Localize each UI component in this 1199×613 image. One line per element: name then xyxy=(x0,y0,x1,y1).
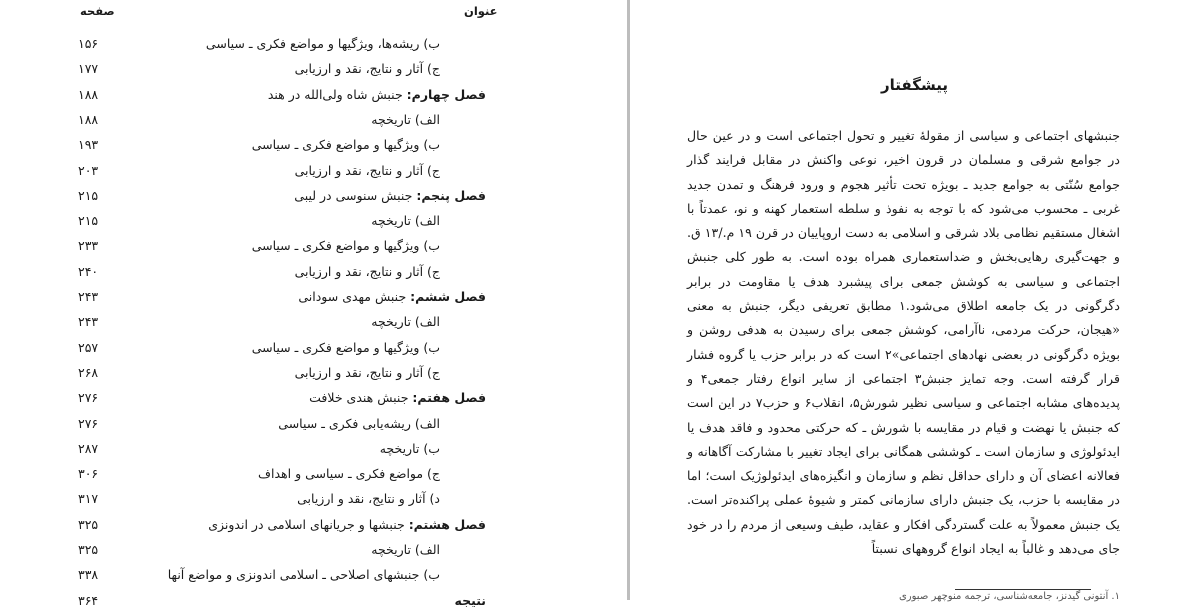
toc-page-number: ۱۷۷ xyxy=(78,61,99,77)
toc-page-number: ۲۳۳ xyxy=(78,238,99,254)
toc-section-title xyxy=(295,365,440,380)
toc-entry-text: ب) ویژگیها و مواضع فکری ـ سیاسی xyxy=(251,137,440,153)
toc-entry-text: جنبشها و جریانهای اسلامی در اندونزی xyxy=(208,516,405,532)
toc-section-title xyxy=(371,542,440,557)
toc-row xyxy=(0,363,628,385)
toc-row xyxy=(0,489,628,511)
toc-page-number: ۳۲۵ xyxy=(78,516,99,532)
toc-entry-text: جنبش سنوسی در لیبی xyxy=(294,187,413,203)
toc-entry-text: ب) ویژگیها و مواضع فکری ـ سیاسی xyxy=(251,238,440,254)
toc-row xyxy=(0,34,628,56)
toc-page-number: ۲۱۵ xyxy=(78,187,99,203)
toc-chapter-title xyxy=(298,289,486,304)
toc-page-number: ۳۳۸ xyxy=(78,567,99,583)
toc-chapter-title xyxy=(455,593,487,608)
toc-page-number: ۳۲۵ xyxy=(78,542,99,557)
toc-entry-text: جنبش مهدی سودانی xyxy=(298,289,407,304)
toc-entry-text: ج) آثار و نتایج، نقد و ارزیابی xyxy=(294,364,440,380)
toc-page-number: ۱۹۳ xyxy=(78,137,99,153)
toc-header-page: صفحه xyxy=(80,4,115,18)
toc-page-number: ۱۸۸ xyxy=(78,86,99,102)
toc-section-title xyxy=(295,264,440,279)
toc-chapter-label: نتیجه xyxy=(454,592,486,608)
toc-section-title xyxy=(206,36,440,51)
toc-page-number: ۲۷۶ xyxy=(78,415,99,431)
toc-row xyxy=(0,135,628,157)
toc-row xyxy=(0,110,628,132)
toc-chapter-label: فصل ششم: xyxy=(410,289,486,304)
toc-chapter-label: فصل پنجم: xyxy=(416,187,486,203)
toc-page-number: ۲۷۶ xyxy=(78,390,99,406)
toc-row xyxy=(0,59,628,81)
toc-row xyxy=(0,439,628,461)
toc-entry-text: ب) ویژگیها و مواضع فکری ـ سیاسی xyxy=(251,339,440,355)
toc-entry-text: ب) ریشه‌ها، ویژگیها و مواضع فکری ـ سیاسی xyxy=(205,36,440,51)
toc-section-title xyxy=(258,466,440,481)
toc-entry-text: جنبش شاه ولی‌الله در هند xyxy=(267,86,403,102)
toc-row xyxy=(0,338,628,360)
preface-footnote: ۱. آنتونی گیدنز، جامعه‌شناسی، ترجمه منوچهر صبوری xyxy=(898,591,1120,602)
toc-entry-text: الف) تاریخچه xyxy=(371,213,440,229)
toc-chapter-title xyxy=(208,517,486,532)
preface-page xyxy=(630,0,1199,600)
toc-header-title: عنوان xyxy=(464,4,498,18)
toc-entry-text: ب) جنبشهای اصلاحی ـ اسلامی اندونزی و مواضع آنها xyxy=(167,567,440,583)
toc-page-number: ۱۸۸ xyxy=(78,111,99,127)
toc-page-number: ۲۰۳ xyxy=(78,162,99,178)
toc-row xyxy=(0,161,628,183)
footnote-rule xyxy=(955,589,1091,590)
toc-entry-text: الف) تاریخچه xyxy=(371,111,440,127)
toc-section-title xyxy=(380,441,440,456)
toc-entry-text: جنبش هندی خلافت xyxy=(309,390,409,406)
toc-row xyxy=(0,312,628,334)
toc-section-title xyxy=(168,567,440,582)
toc-entry-text: ب) تاریخچه xyxy=(379,440,440,456)
toc-section-title xyxy=(297,491,440,506)
toc-entry-text: ج) مواضع فکری ـ سیاسی و اهداف xyxy=(258,466,440,482)
toc-page-number: ۲۴۳ xyxy=(78,289,99,304)
toc-row xyxy=(0,236,628,258)
toc-section-title xyxy=(371,213,440,228)
toc-entry-text: الف) ریشه‌یابی فکری ـ سیاسی xyxy=(278,415,440,431)
toc-row xyxy=(0,591,628,613)
toc-page-number: ۱۵۶ xyxy=(78,36,99,51)
preface-body: جنبشهای اجتماعی و سیاسی از مقولهٔ تغییر و تحول اجتماعی است و در عین حال در جوامع شرقی و مسلمان در قرون اخیر، نوعی واکنش در مقابل فرایند گذار جوامع سُنّتی به جوامع جدید ـ بویژه تحت تأثیر هجوم و ورود فرهنگ و تمدن جدید غربی ـ محسوب می‌شود که با توجه به نفوذ و سلطه استعمار کهنه و نو، عمدتاً با اشغال مستقیم نظامی بلاد شرقی و اسلامی به دست اروپاییان در قرن ۱۹ م./۱۳ ق. و جهت‌گیری رهایی‌بخش و ضداستعماری همراه بوده است. به طور کلی جنبش اجتماعی و سیاسی به کوشش جمعی برای پیشبرد هدف یا مقاومت در برابر دگرگونی در یک جامعه اطلاق می‌شود.۱ مطابق تعریفی دیگر، جنبش به معنی «هیجان، حرکت مردمی، ناآرامی، کوشش جمعی برای رسیدن به هدفی روشن و بویژه دگرگونی در بعضی نهادهای اجتماعی»۲ است که در برابر حزب یا گروه فشار قرار گرفته است. وجه تمایز جنبش۳ اجتماعی از سایر انواع رفتار جمعی۴ و پدیده‌های مشابه اجتماعی و سیاسی نظیر شورش۵، انقلاب۶ و حزب۷ در این است که جنبش یا نهضت و قیام در مقایسه با شورش ـ که حرکتی محدود و فاقد هدف یا ایدئولوژی و سازمان است ـ کوششی همگانی برای ایجاد تغییر با مشارکت آگاهانه و فعالانه اعضای آن و دارای حداقل نظم و سازمان و انگیزه‌های ایدئولوژیک است؛ اما در مقایسه با حزب، یک جنبش دارای سازمانی کمتر و شیوهٔ عملی پراکنده‌تر است. یک جنبش معمولاً به علت گستردگی افکار و عقاید، طیف وسیعی از مردم را در خود جای می‌دهد و غالباً به ایجاد انواع گروههای نسبتاً xyxy=(687,128,1121,557)
toc-page-number: ۲۱۵ xyxy=(78,213,99,229)
toc-chapter-label: فصل هشتم: xyxy=(408,516,486,532)
toc-chapter-label: فصل هفتم: xyxy=(412,390,486,406)
toc-section-title xyxy=(252,340,440,355)
toc-page-number: ۲۴۳ xyxy=(78,314,99,330)
toc-chapter-label: فصل چهارم: xyxy=(406,86,486,102)
toc-row xyxy=(0,414,628,436)
toc-row xyxy=(0,565,628,587)
toc-row xyxy=(0,85,628,107)
preface-title: پیشگفتار xyxy=(881,76,948,94)
toc-entry-text: ج) آثار و نتایج، نقد و ارزیابی xyxy=(294,61,440,77)
toc-section-title xyxy=(295,163,440,178)
toc-row xyxy=(0,540,628,562)
toc-entry-text: د) آثار و نتایج، نقد و ارزیابی xyxy=(297,491,440,507)
toc-row xyxy=(0,464,628,486)
toc-page-number: ۲۴۰ xyxy=(78,263,99,279)
toc-entry-text: ج) آثار و نتایج، نقد و ارزیابی xyxy=(294,263,440,279)
toc-entry-text: ج) آثار و نتایج، نقد و ارزیابی xyxy=(294,162,440,178)
toc-row xyxy=(0,186,628,208)
toc-row xyxy=(0,515,628,537)
toc-section-title xyxy=(371,112,440,127)
toc-page-number: ۲۸۷ xyxy=(78,440,99,456)
toc-page-number: ۲۶۸ xyxy=(78,364,99,380)
toc-entry-text: الف) تاریخچه xyxy=(371,314,440,330)
toc-row xyxy=(0,262,628,284)
toc-chapter-title xyxy=(309,390,486,405)
toc-page-number: ۲۵۷ xyxy=(78,339,99,355)
toc-page-number: ۳۰۶ xyxy=(78,466,99,482)
toc-section-title xyxy=(371,314,440,329)
toc-row xyxy=(0,287,628,309)
toc-page-number: ۳۱۷ xyxy=(78,491,99,507)
toc-row xyxy=(0,388,628,410)
toc-chapter-title xyxy=(268,87,486,102)
toc-section-title xyxy=(295,61,440,76)
toc-page-number: ۳۶۴ xyxy=(78,592,99,608)
toc-section-title xyxy=(252,238,440,253)
toc-entry-text: الف) تاریخچه xyxy=(371,542,440,557)
toc-section-title xyxy=(252,137,440,152)
toc-section-title xyxy=(278,416,440,431)
toc-chapter-title xyxy=(294,188,486,203)
toc-row xyxy=(0,211,628,233)
